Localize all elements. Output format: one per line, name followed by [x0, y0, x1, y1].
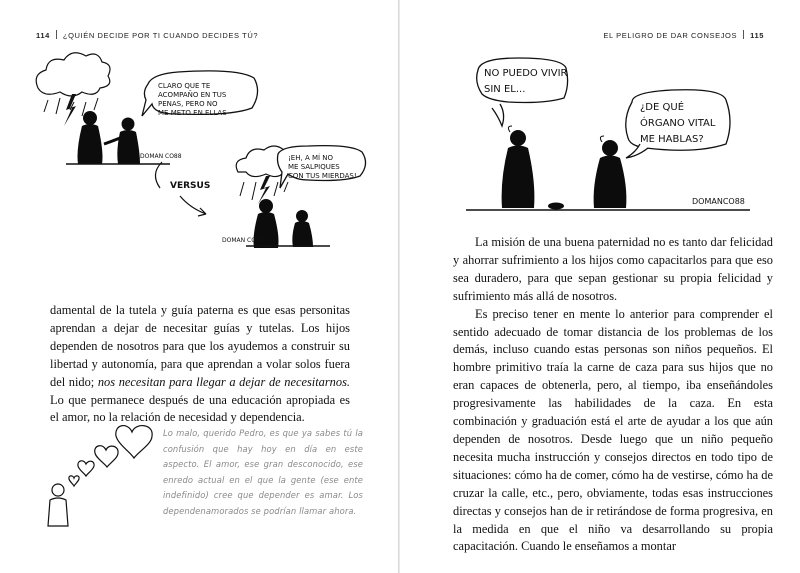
sad-figure-1	[78, 111, 103, 164]
signature-2: DOMAN CO88	[222, 237, 264, 244]
outline-figure	[48, 484, 68, 526]
arrow-left	[155, 162, 162, 188]
left-cartoon	[30, 50, 390, 250]
right-running-head	[603, 30, 764, 40]
left-paragraph	[50, 302, 350, 427]
right-running-title: EL PELIGRO DE DAR CONSEJOS	[603, 31, 738, 40]
signature-1: DOMAN CO88	[140, 153, 182, 160]
hearts-figure-doodle	[44, 420, 160, 530]
bubble-3-line-1: NO PUEDO VIVIR	[484, 68, 568, 79]
right-page	[400, 0, 800, 573]
speech-bubble-3	[477, 58, 568, 103]
right-paragraph-1: La misión de una buena paternidad no es tanto dar felicidad y ahorrar sufrimiento a los hijos como capacitarlos para que eso sea duradero, para que sepan gestionar su propia felicidad y sufrimiento más allá de nosotros.	[453, 235, 773, 303]
bubble-1-line-1: CLARO QUE TE	[158, 82, 211, 90]
bubble-3-tail	[492, 104, 504, 126]
signature-3: DOMANCO88	[692, 197, 745, 206]
lovesick-figure	[502, 126, 535, 208]
bubble-3-line-2: SIN EL...	[484, 84, 526, 95]
heart-tiny-icon	[69, 476, 79, 486]
paragraph-start: damental de la tutela y guía paterna es que esas personitas aprendan a dejar de necesitar guías y tutelas. Los hijos dependen de nosotros para que los ayudemos a construir su libertad y autonomía, para que aprendan a volar solos fuera del nido;	[50, 303, 350, 389]
storm-cloud-1	[36, 53, 110, 96]
paragraph-emphasis: nos necesitan para llegar a dejar de necesitarnos.	[97, 374, 350, 389]
right-paragraph-2: Es preciso tener en mente lo anterior para comprender el sentido adecuado de tomar distancia de los problemas de los demás, incluso cuando estas personas son niños pequeños. El hombre primitivo traía la carne de caza para sus hijos que no eran capaces de obtenerla, pero, al tiempo, iba enseñándoles progresivamente las habilidades de la caza. En esta combinación y graduación está el arte de ayudar a los que aún dependen de nosotros. Desde luego que un niño pequeño necesita mucha instrucción y consejos directos en todo tipo de situaciones: cómo ha de comer, cómo ha de vestirse, cómo ha de cruzar la calle, etc., pero, obviamente, todas esas instrucciones directas y consejos han de ir retirándose de forma progresiva, en la medida en que el niño va desarrollando su propia capacitación. Cuando le enseñamos a montar	[453, 306, 773, 554]
left-page	[0, 0, 398, 573]
versus-label: VERSUS	[170, 181, 211, 191]
arrow-right	[180, 196, 206, 216]
questioning-figure	[594, 136, 627, 208]
left-page-number: 114	[36, 31, 50, 40]
bubble-1-line-4: ME METO EN ELLAS	[158, 109, 227, 117]
right-body-text	[453, 234, 773, 556]
bubble-1-line-3: PENAS, PERO NO	[158, 100, 218, 108]
bubble-4-line-2: ÓRGANO VITAL	[640, 118, 716, 129]
heart-small-icon	[78, 461, 94, 476]
splashed-figure-2	[292, 210, 313, 247]
bubble-2-line-1: ¡EH, A MÍ NO	[288, 154, 334, 162]
handwritten-note: Lo malo, querido Pedro, es que ya sabes tú la confusión que hay hoy en día en este aspecto. El amor, ese gran desconocido, ese enredo actual en el que la gente (ese ente indefinido) cree que depender es amar. Los dependenamorados se podrían llamar ahora.	[163, 428, 363, 516]
right-page-number: 115	[750, 31, 764, 40]
dropped-heart-icon	[548, 203, 564, 210]
left-running-title: ¿QUIÉN DECIDE POR TI CUANDO DECIDES TÚ?	[62, 31, 259, 40]
left-body-text	[50, 302, 350, 427]
heart-medium-icon	[95, 446, 118, 467]
right-cartoon	[460, 48, 760, 218]
bubble-2-line-3: CON TUS MIERDAS!	[288, 172, 357, 180]
paragraph-end: Lo que permanece después de una educación apropiada es el amor, no la relación de necesidad y dependencia.	[50, 392, 350, 425]
bubble-2-line-2: ME SALPIQUES	[288, 163, 340, 171]
friend-figure-1	[104, 118, 140, 165]
left-running-head	[36, 30, 258, 40]
heart-large-icon	[116, 426, 152, 458]
bubble-1-line-2: ACOMPAÑO EN TUS	[158, 91, 227, 99]
bubble-4-line-3: ME HABLAS?	[640, 134, 704, 145]
bubble-4-line-1: ¿DE QUÉ	[640, 102, 685, 113]
